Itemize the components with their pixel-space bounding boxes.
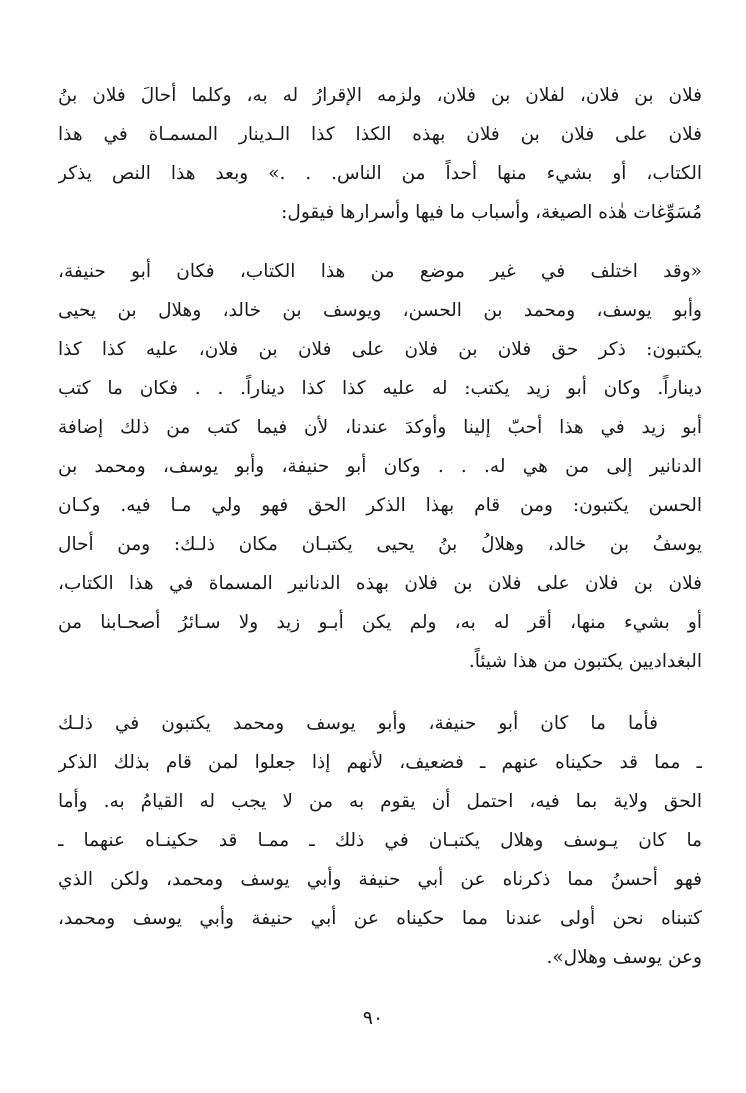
paragraph-3 (58, 704, 702, 977)
text-line: كتبناه نحن أولى عندنا مما حكيناه عن أبي حنيفة وأبي يوسف ومحمد، (58, 908, 702, 929)
paragraph-1 (58, 76, 702, 232)
text-line: فلان على فلان بن فلان بهذه الكذا كذا الـدينار المسمـاة في هذا (58, 124, 702, 145)
text-line: أبو زيد في هذا أحبّ إلينا وأوكدَ عندنا، لأن فيما كتب من ذلك إضافة (58, 417, 702, 438)
paragraph-2-quotation (58, 252, 702, 681)
text-line: ديناراً. وكان أبو زيد يكتب: له عليه كذا كذا ديناراً. . . فكان ما كتب (58, 378, 702, 399)
text-line: البغداديين يكتبون من هذا شيئاً. (468, 651, 702, 672)
text-line: وعن يوسف وهلال». (546, 947, 702, 968)
text-line: يكتبون: ذكر حق فلان بن فلان على فلان بن فلان، عليه كذا كذا (58, 339, 702, 360)
text-line: وأبو يوسف، ومحمد بن الحسن، ويوسف بن خالد، وهلال بن يحيى (58, 300, 702, 321)
text-line: فلان بن فلان، لفلان بن فلان، ولزمه الإقرارُ له به، وكلما أحالَ فلان بنُ (58, 85, 702, 106)
text-line: الحسن يكتبون: ومن قام بهذا الذكر الحق فهو ولي مـا فيه. وكـان (58, 495, 702, 516)
text-line: فلان بن فلان على فلان بن فلان بهذه الدنانير المسماة في هذا الكتاب، (58, 573, 702, 594)
text-line: ـ مما قد حكيناه عنهم ـ فضعيف، لأنهم إذا جعلوا لمن قام بذلك الذكر (58, 752, 702, 773)
text-line: «وقد اختلف في غير موضع من هذا الكتاب، فكان أبو حنيفة، (58, 261, 702, 282)
text-line: الدنانير إلى من هي له. . . وكان أبو حنيفة، وأبو يوسف، ومحمد بن (58, 456, 702, 477)
text-line: أو بشيء منها، أقر له به، ولم يكن أبـو زيد ولا سـائرُ أصحـابنا من (58, 612, 702, 633)
text-line: فأما ما كان أبو حنيفة، وأبو يوسف ومحمد يكتبون في ذلـك (58, 713, 658, 734)
text-line: ما كان يـوسف وهلال يكتبـان في ذلك ـ ممـا قد حكينـاه عنهما ـ (58, 830, 702, 851)
text-line: فهو أحسنُ مما ذكرناه عن أبي حنيفة وأبي يوسف ومحمد، ولكن الذي (58, 869, 702, 890)
text-line: يوسفُ بن خالد، وهلالُ بنُ يحيى يكتبـان مكان ذلـك: ومن أحال (58, 534, 702, 555)
text-line: الكتاب، أو بشيء منها أحداً من الناس. . .» وبعد هذا النص يذكر (58, 163, 702, 184)
page-number: ٩٠ (362, 1007, 384, 1029)
text-line: مُسَوِّغات هٰذه الصيغة، وأسباب ما فيها وأسرارها فيقول: (281, 202, 702, 223)
text-line: الحق ولاية بما فيه، احتمل أن يقوم به من لا يجب له القيامُ به. وأما (58, 791, 702, 812)
